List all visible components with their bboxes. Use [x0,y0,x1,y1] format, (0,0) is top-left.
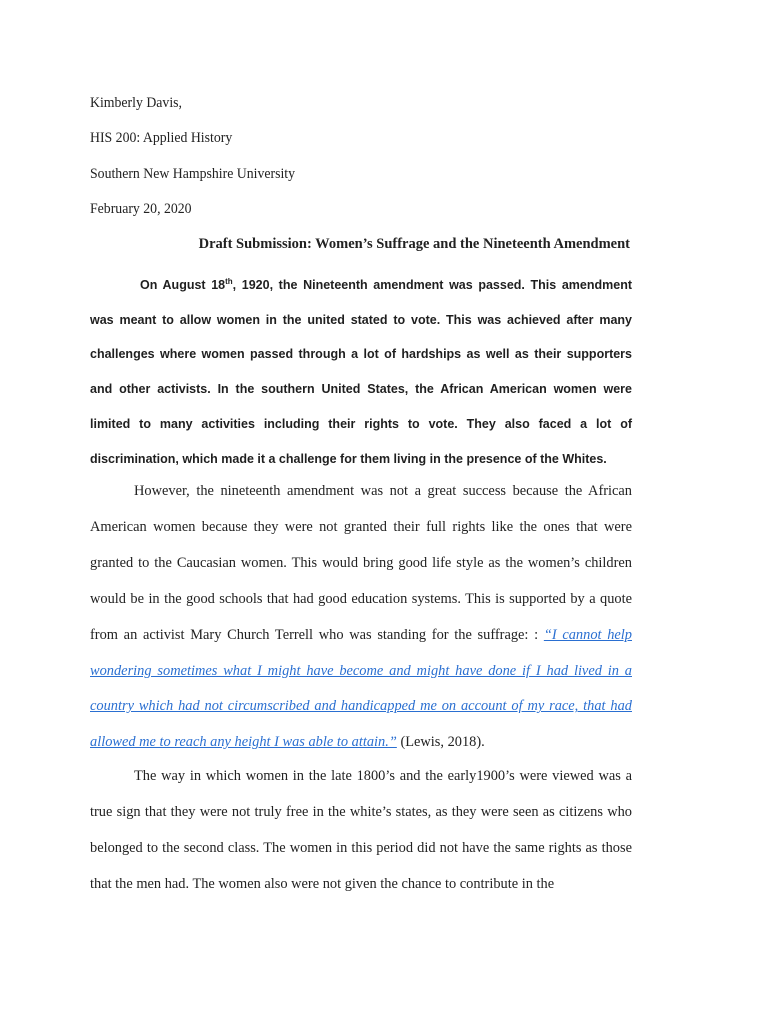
terrell-quote-link[interactable]: “I cannot help wondering sometimes what I might have become and might have done if I had lived in a country which had not circumscribed and handicapped me on account of my race, that had allowed me to reach any height I was able to attain.” [90,626,632,751]
citation: (Lewis, 2018). [396,734,485,751]
paragraph-2-text: However, the nineteenth amendment was not a great success because the African American women because they were not granted their full rights like the ones that were granted to the Caucasian women. This would bring good life style as the women’s children would be in the good schools that had good education systems. This is supported by a quote from an activist Mary Church Terrell who was standing for the suffrage: : [90,483,632,643]
course-name: HIS 200: Applied History [90,130,233,146]
ordinal-suffix: th [225,276,233,286]
paragraph-1 [90,268,632,476]
author-name: Kimberly Davis, [90,95,182,111]
document-title: Draft Submission: Women’s Suffrage and the Nineteenth Amendment [198,236,630,252]
paragraph-3-text: The way in which women in the late 1800’s and the early1900’s were viewed was a true sign that they were not truly free in the white’s states, as they were seen as citizens who belonged to the second class. The women in this period did not have the same rights as those that the men had. The women also were not given the chance to contribute in the [90,768,632,892]
paragraph-1-text-rest: , 1920, the Nineteenth amendment was passed. This amendment was meant to allow women in the united stated to vote. This was achieved after many challenges where women passed through a lot of hardships as well as their supporters and other activists. In the southern United States, the African American women were limited to many activities including their rights to vote. They also faced a lot of discrimination, which made it a challenge for them living in the presence of the Whites. [90,278,632,466]
submission-date: February 20, 2020 [90,201,192,217]
university-name: Southern New Hampshire University [90,166,296,182]
paragraph-3 [90,759,632,903]
paragraph-1-text-start: On August 18 [140,278,226,292]
paragraph-2 [90,474,632,761]
